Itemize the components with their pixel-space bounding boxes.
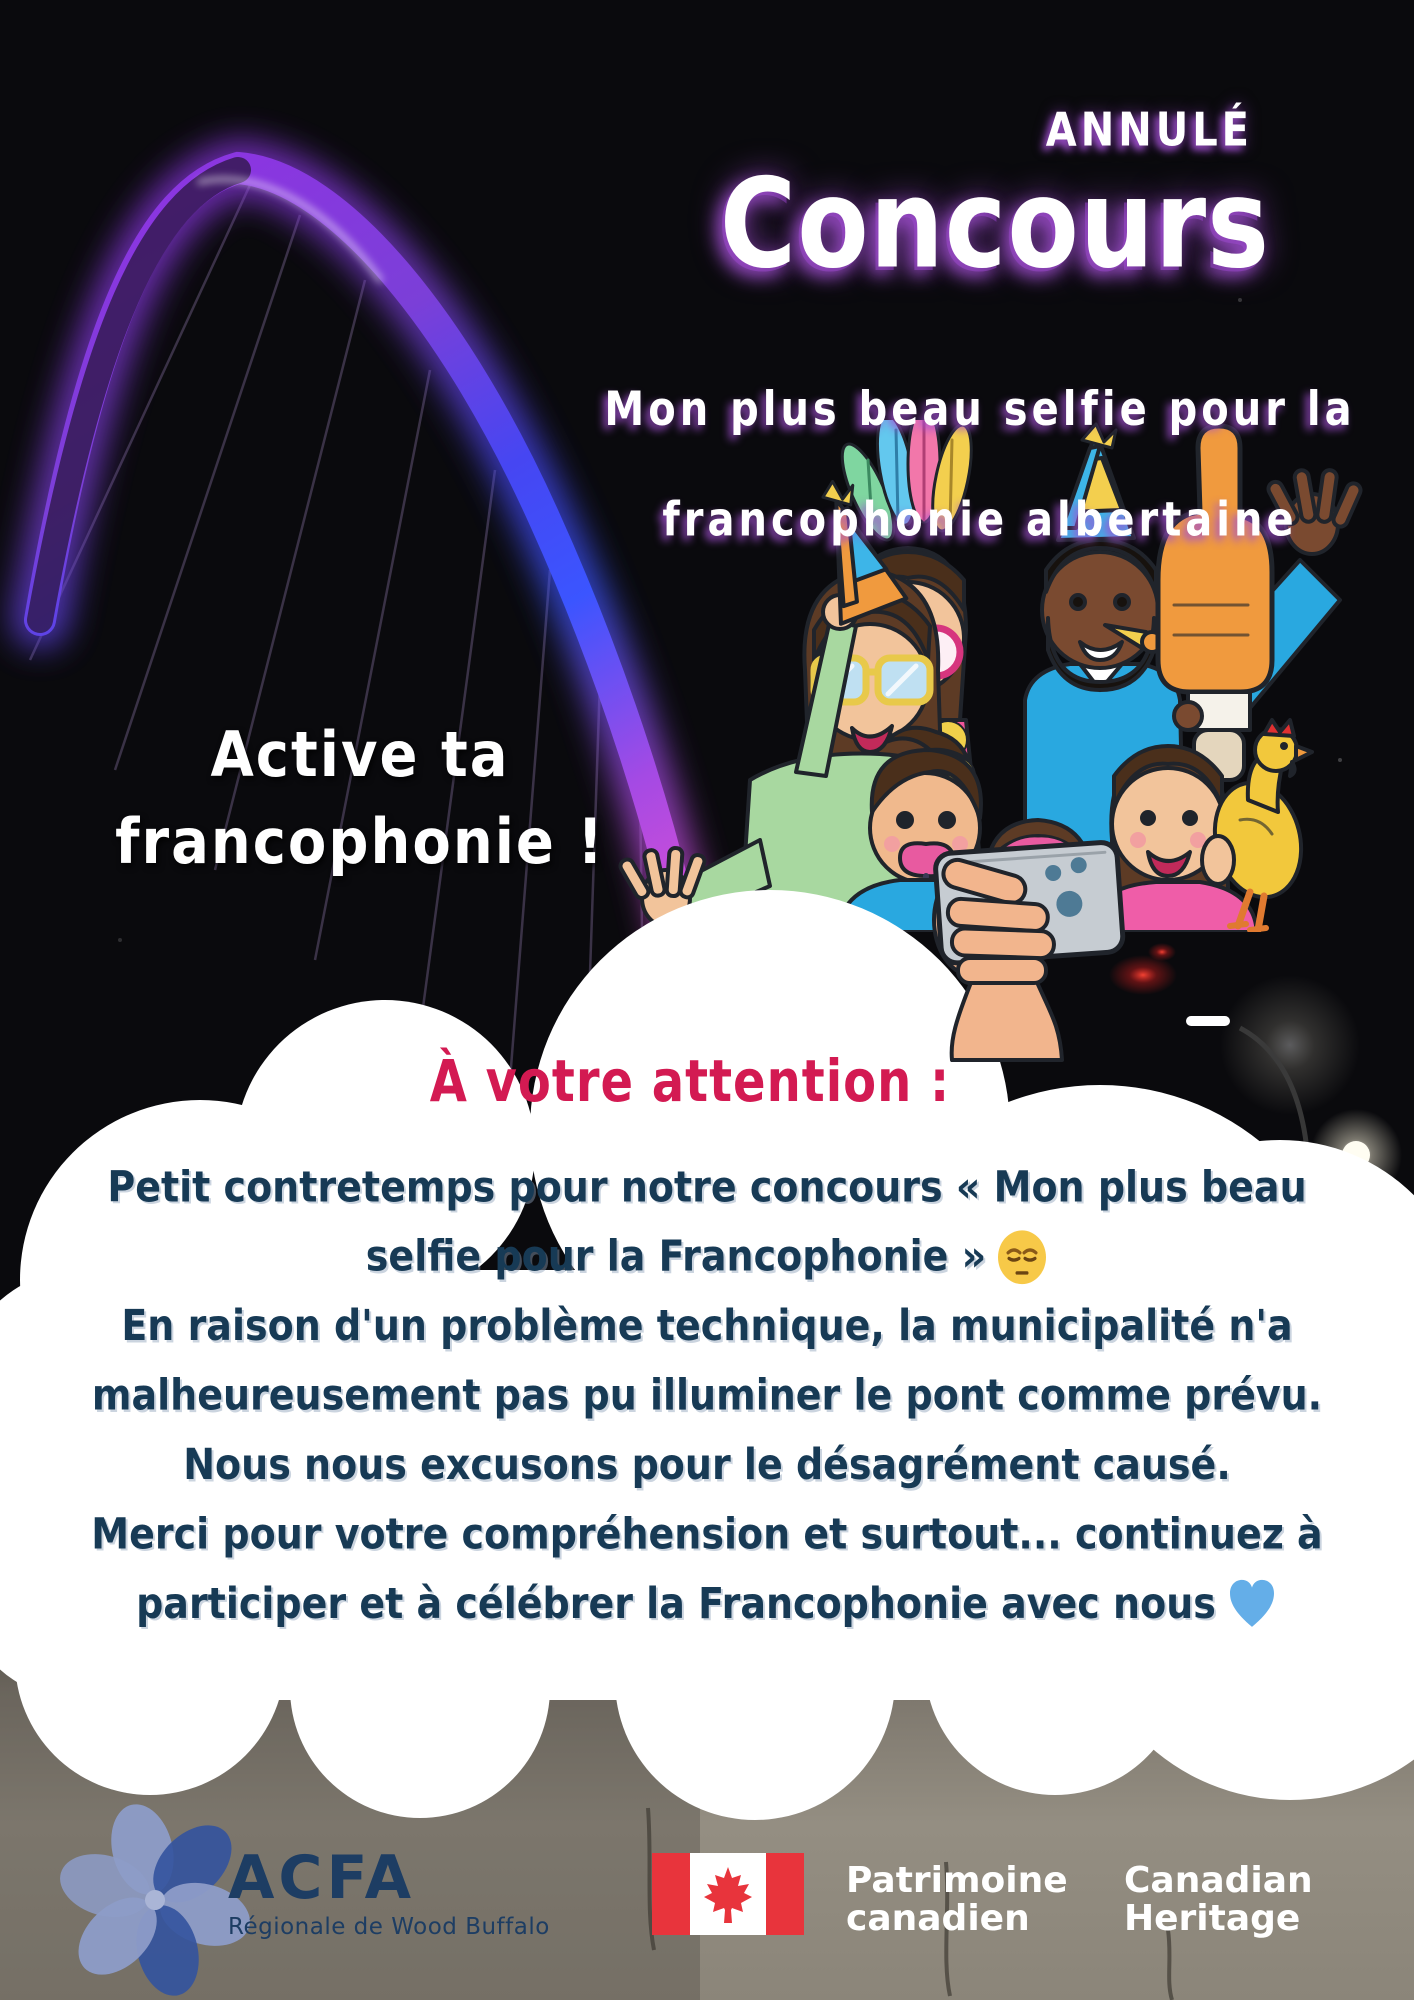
cancelled-badge: ANNULÉ <box>1045 104 1253 157</box>
notice-line: malheureusement pas pu illuminer le pont comme prévu. <box>91 1370 1323 1420</box>
acfa-name: ACFA <box>228 1843 416 1913</box>
poster-subtitle <box>530 354 1414 576</box>
notice-line: En raison d'un problème technique, la municipalité n'a <box>121 1300 1293 1351</box>
heritage-fr-line-1: Patrimoine <box>846 1860 1068 1901</box>
canadian-heritage-wordmark <box>1124 1862 1313 1938</box>
canada-flag <box>652 1853 804 1935</box>
subtitle-line-2: francophonie albertaine <box>662 493 1298 548</box>
blue-heart-emoji <box>1226 1575 1278 1633</box>
notice-line: selfie pour la Francophonie » <box>28 1221 1386 1290</box>
subtitle-line-1: Mon plus beau selfie pour la <box>604 382 1356 437</box>
heritage-fr-line-2: canadien <box>846 1898 1030 1939</box>
notice-line: Nous nous excusons pour le désagrément causé. <box>183 1439 1231 1490</box>
notice-line: Merci pour votre compréhension et surtout... continuez à <box>91 1509 1323 1559</box>
notice-line: Petit contretemps pour notre concours « Mon plus beau <box>107 1162 1307 1212</box>
notice-line: participer et à célébrer la Francophonie avec nous <box>28 1569 1386 1638</box>
heritage-en-line-1: Canadian <box>1124 1860 1313 1901</box>
pensive-face-emoji <box>996 1228 1048 1286</box>
tagline <box>70 712 650 887</box>
tagline-line-2: francophonie ! <box>115 806 605 879</box>
patrimoine-canadien-wordmark <box>846 1862 1068 1938</box>
notice-body <box>28 1152 1386 1638</box>
attention-heading: À votre attention : <box>429 1048 951 1116</box>
tagline-line-1: Active ta <box>210 718 510 792</box>
heritage-en-line-2: Heritage <box>1124 1898 1301 1939</box>
acfa-subtitle: Régionale de Wood Buffalo <box>228 1914 550 1940</box>
poster-title: Concours <box>719 152 1271 296</box>
acfa-wordmark <box>228 1843 550 1940</box>
